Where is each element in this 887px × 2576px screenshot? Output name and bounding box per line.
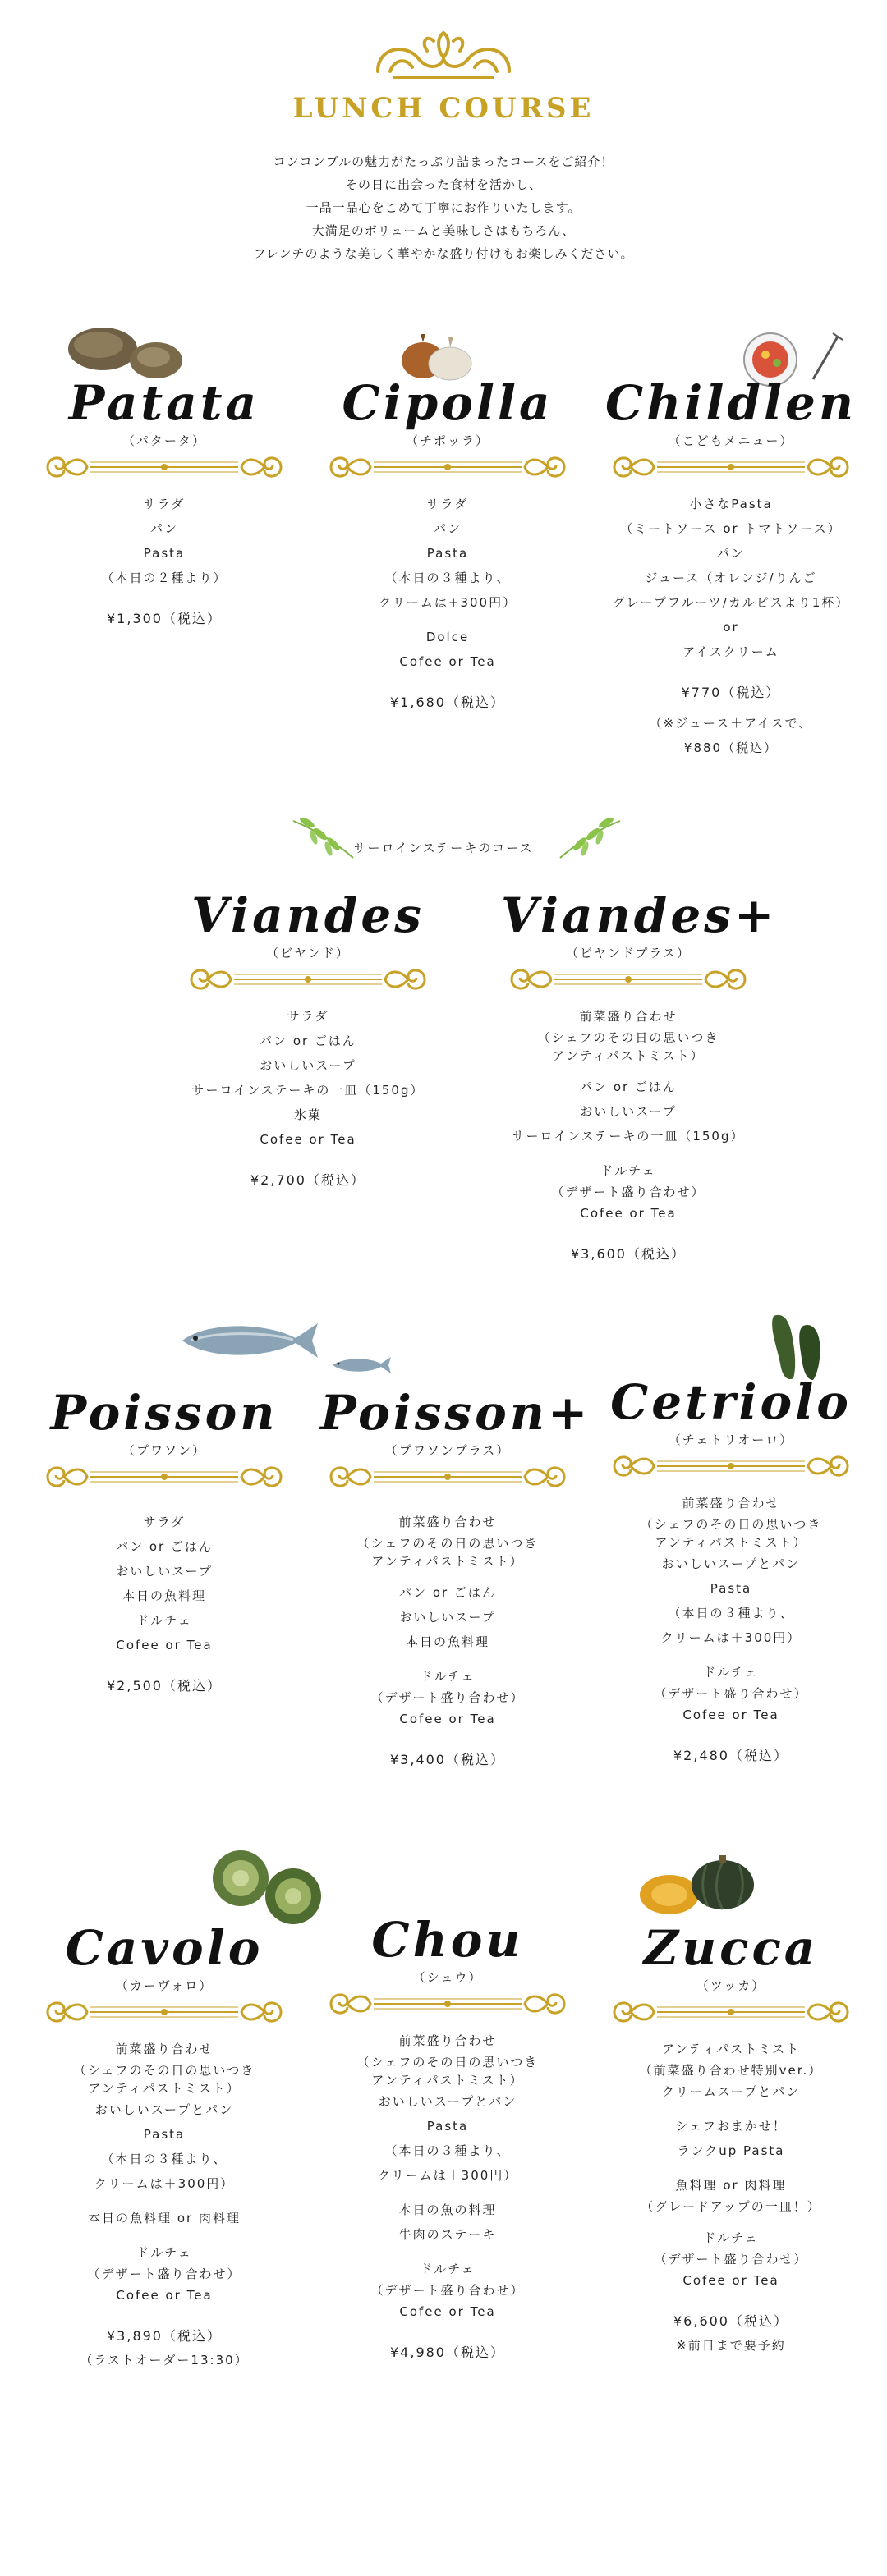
course-item: Cofee or Tea bbox=[682, 1707, 779, 1722]
course-item: おいしいスープとパン bbox=[661, 1556, 801, 1571]
course-name: Viandes bbox=[191, 887, 425, 943]
course-item: （本日の３種より、 bbox=[384, 2143, 511, 2158]
course-kana: （プワソンプラス） bbox=[384, 1443, 511, 1458]
course-items bbox=[604, 492, 858, 664]
course-item: Pasta bbox=[426, 546, 469, 561]
course-price: ¥3,400（税込） bbox=[390, 1752, 505, 1767]
course-name: Zucca bbox=[643, 1920, 819, 1976]
course-item: おいしいスープ bbox=[580, 1104, 677, 1119]
course-price: ¥770（税込） bbox=[681, 685, 781, 700]
course-zucca bbox=[604, 1921, 858, 2358]
gold-divider-icon bbox=[41, 1996, 287, 2028]
course-price: ¥4,980（税込） bbox=[390, 2345, 505, 2360]
cabbage-icon bbox=[201, 1845, 333, 1927]
course-item: アンティパストミスト） bbox=[552, 1048, 705, 1063]
course-items bbox=[501, 1004, 756, 1226]
course-price: ¥2,480（税込） bbox=[673, 1748, 788, 1763]
course-item: ドルチェ bbox=[420, 1669, 476, 1684]
course-name: Viandes+ bbox=[501, 887, 778, 943]
course-name: Chou bbox=[371, 1912, 524, 1968]
course-item: 前菜盛り合わせ bbox=[115, 2042, 214, 2056]
course-item: （デザート盛り合わせ） bbox=[370, 1690, 525, 1705]
course-item: アンティパストミスト） bbox=[371, 2073, 524, 2088]
course-item: クリームは+300円） bbox=[378, 595, 517, 610]
course-item: ドルチェ bbox=[420, 2262, 476, 2276]
course-items bbox=[320, 1510, 575, 1731]
course-price: ¥3,600（税込） bbox=[571, 1246, 686, 1262]
intro-line: 一品一品心をこめて丁寧にお作りいたします。 bbox=[306, 200, 581, 215]
course-note bbox=[604, 2333, 858, 2358]
gold-divider-icon bbox=[505, 963, 751, 996]
intro-text bbox=[156, 150, 731, 265]
course-item: Pasta bbox=[143, 2127, 186, 2142]
intro-line: コンコンブルの魅力がたっぷり詰まったコースをご紹介！ bbox=[273, 154, 614, 169]
course-item: ランクup Pasta bbox=[677, 2143, 785, 2158]
course-kana: （シュウ） bbox=[412, 1970, 483, 1985]
course-kana: （カーヴォロ） bbox=[115, 1978, 214, 1993]
course-item: Cofee or Tea bbox=[399, 1712, 496, 1726]
course-item: Cofee or Tea bbox=[260, 1132, 356, 1147]
potatoes-icon bbox=[62, 324, 193, 382]
course-item: 魚料理 or 肉料理 bbox=[675, 2178, 787, 2193]
course-item: Cofee or Tea bbox=[580, 1206, 677, 1221]
course-item: シェフおまかせ！ bbox=[675, 2119, 787, 2134]
course-name: Childlen bbox=[604, 375, 857, 431]
course-patata bbox=[37, 376, 292, 627]
course-item: ジュース（オレンジ/りんご bbox=[645, 571, 817, 585]
cucumber-icon bbox=[764, 1309, 830, 1383]
course-item: Cofee or Tea bbox=[682, 2273, 779, 2288]
course-item: ドルチェ bbox=[600, 1163, 656, 1178]
note-line: （※ジュース＋アイスで、 bbox=[649, 716, 813, 731]
course-items bbox=[37, 1510, 292, 1657]
course-cetriolo bbox=[604, 1375, 858, 1764]
course-name: Patata bbox=[68, 375, 260, 431]
course-viandes bbox=[181, 888, 435, 1189]
course-item: Pasta bbox=[143, 546, 186, 561]
course-item: （本日の３種より、 bbox=[668, 1606, 794, 1620]
course-item: パン or ごはん bbox=[260, 1034, 356, 1048]
note-line: （ラストオーダー13:30） bbox=[80, 2353, 249, 2367]
course-item: or bbox=[723, 620, 739, 635]
course-item: サラダ bbox=[143, 1515, 186, 1529]
course-item: グレープフルーツ/カルピスより1杯） bbox=[612, 595, 850, 610]
course-item: パン bbox=[433, 521, 462, 536]
course-items bbox=[181, 1004, 435, 1152]
course-name: Cetriolo bbox=[610, 1374, 852, 1430]
page-title: LUNCH COURSE bbox=[292, 92, 595, 125]
course-item: パン or ごはん bbox=[399, 1585, 496, 1600]
course-item: アンティパストミスト） bbox=[655, 1535, 807, 1550]
course-item: サラダ bbox=[143, 497, 186, 511]
intro-line: その日に出会った食材を活かし、 bbox=[344, 177, 542, 192]
course-items bbox=[320, 492, 575, 674]
course-item: 本日の魚料理 or 肉料理 bbox=[88, 2211, 241, 2225]
course-item: 本日の魚の料理 bbox=[398, 2202, 497, 2217]
course-price: ¥2,500（税込） bbox=[107, 1678, 222, 1694]
course-item: （本日の３種より、 bbox=[384, 571, 511, 585]
crown-ornament-icon bbox=[361, 26, 526, 84]
course-item: 前菜盛り合わせ bbox=[398, 1515, 497, 1529]
course-item: パン or ごはん bbox=[116, 1539, 213, 1554]
course-item: （デザート盛り合わせ） bbox=[654, 2252, 808, 2267]
course-kana: （パタータ） bbox=[122, 433, 206, 448]
course-price: ¥6,600（税込） bbox=[673, 2313, 788, 2329]
course-poisson-plus bbox=[320, 1385, 591, 1768]
gold-divider-icon bbox=[185, 963, 431, 996]
course-item: （ミートソース or トマトソース） bbox=[620, 521, 842, 536]
course-items bbox=[320, 2028, 575, 2324]
course-item: パン bbox=[149, 521, 178, 536]
gold-divider-icon bbox=[608, 451, 854, 484]
course-name: Poisson+ bbox=[320, 1385, 591, 1441]
gold-divider-icon bbox=[324, 1987, 571, 2020]
course-item: サーロインステーキの一皿（150g） bbox=[191, 1083, 425, 1098]
intro-line: 大満足のボリュームと美味しさはもちろん、 bbox=[311, 223, 576, 238]
course-item: サラダ bbox=[287, 1009, 329, 1024]
course-kana: （ビヤンド） bbox=[266, 946, 350, 960]
course-item: アンティパストミスト bbox=[661, 2042, 801, 2056]
course-item: パン or ごはん bbox=[580, 1079, 677, 1094]
course-item: （シェフのその日の思いつき bbox=[356, 2055, 539, 2070]
course-item: Pasta bbox=[426, 2119, 469, 2134]
gold-divider-icon bbox=[41, 1460, 287, 1493]
course-childlen bbox=[604, 376, 858, 760]
gold-divider-icon bbox=[324, 451, 571, 484]
course-name: Poisson bbox=[50, 1385, 278, 1441]
course-price: ¥1,300（税込） bbox=[107, 611, 222, 626]
course-name: Cipolla bbox=[342, 375, 554, 431]
course-items bbox=[37, 492, 292, 590]
course-viandes-plus bbox=[501, 887, 778, 1263]
course-kana: （チポッラ） bbox=[405, 433, 489, 448]
pumpkin-icon bbox=[632, 1854, 764, 1919]
course-kana: （ビヤンドプラス） bbox=[566, 946, 691, 960]
course-item: 本日の魚料理 bbox=[122, 1588, 206, 1603]
course-item: 牛肉のステーキ bbox=[398, 2227, 497, 2242]
course-item: 本日の魚料理 bbox=[405, 1634, 489, 1649]
course-items bbox=[37, 2037, 292, 2308]
fish-icon bbox=[329, 1353, 394, 1377]
course-cavolo bbox=[37, 1921, 292, 2372]
course-item: ドルチェ bbox=[703, 2230, 759, 2245]
course-items bbox=[604, 1491, 858, 1727]
course-item: （前菜盛り合わせ特別ver.） bbox=[639, 2063, 823, 2078]
gold-divider-icon bbox=[41, 451, 287, 484]
course-item: 小さなPasta bbox=[689, 497, 773, 511]
course-price: ¥1,680（税込） bbox=[390, 694, 505, 710]
course-item: 前菜盛り合わせ bbox=[682, 1496, 780, 1510]
course-item: クリームは＋300円） bbox=[660, 1630, 802, 1645]
course-note bbox=[37, 2348, 292, 2372]
course-item: アンティパストミスト） bbox=[88, 2081, 241, 2096]
gold-divider-icon bbox=[324, 1460, 571, 1493]
course-item: アイスクリーム bbox=[682, 644, 779, 659]
course-poisson bbox=[37, 1386, 292, 1694]
intro-line: フレンチのような美しく華やかな盛り付けもお楽しみください。 bbox=[253, 246, 634, 261]
leaf-sprig-icon bbox=[558, 813, 624, 862]
course-item: アンティパストミスト） bbox=[371, 1554, 524, 1569]
course-item: Cofee or Tea bbox=[399, 654, 496, 669]
course-item: （デザート盛り合わせ） bbox=[370, 2283, 525, 2298]
course-name: Cavolo bbox=[65, 1920, 264, 1976]
course-kana: （プワソン） bbox=[122, 1443, 206, 1458]
course-item: ドルチェ bbox=[703, 1665, 759, 1680]
course-item: Cofee or Tea bbox=[116, 2288, 213, 2303]
course-item: （デザート盛り合わせ） bbox=[551, 1185, 705, 1199]
course-chou bbox=[320, 1913, 575, 2361]
course-item: サラダ bbox=[426, 497, 469, 511]
course-item: （デザート盛り合わせ） bbox=[87, 2267, 241, 2281]
note-line: ¥880（税込） bbox=[683, 740, 779, 755]
course-kana: （ツッカ） bbox=[696, 1978, 766, 1993]
course-item: パン bbox=[716, 546, 745, 561]
course-item: （デザート盛り合わせ） bbox=[654, 1686, 808, 1701]
course-item: ドルチェ bbox=[136, 1613, 192, 1628]
course-item: 氷菓 bbox=[293, 1107, 322, 1122]
course-item: （グレードアップの一皿！） bbox=[641, 2199, 821, 2214]
course-item: （シェフのその日の思いつき bbox=[356, 1536, 539, 1551]
course-cipolla bbox=[320, 376, 575, 711]
course-note bbox=[604, 711, 858, 760]
course-item: おいしいスープとパン bbox=[378, 2094, 517, 2109]
course-item: Pasta bbox=[710, 1581, 752, 1596]
course-item: 前菜盛り合わせ bbox=[579, 1009, 678, 1024]
course-item: Cofee or Tea bbox=[116, 1638, 213, 1652]
onions-icon bbox=[394, 332, 476, 382]
course-item: Dolce bbox=[425, 630, 470, 644]
course-kana: （チェトリオーロ） bbox=[668, 1432, 794, 1447]
course-item: おいしいスープ bbox=[260, 1058, 356, 1073]
course-item: （本日の２種より） bbox=[101, 571, 227, 585]
course-item: クリームは＋300円） bbox=[94, 2176, 235, 2191]
note-line: ※前日まで要予約 bbox=[676, 2338, 786, 2353]
course-item: 前菜盛り合わせ bbox=[398, 2033, 497, 2048]
section-heading: サーロインステーキのコース bbox=[353, 841, 534, 855]
course-item: サーロインステーキの一皿（150g） bbox=[512, 1129, 745, 1144]
gold-divider-icon bbox=[608, 1450, 854, 1483]
gold-divider-icon bbox=[608, 1996, 854, 2028]
course-item: （シェフのその日の思いつき bbox=[537, 1030, 719, 1045]
course-items bbox=[604, 2037, 858, 2293]
course-item: クリームスープとパン bbox=[661, 2084, 801, 2099]
course-item: （シェフのその日の思いつき bbox=[640, 1517, 822, 1532]
fish-icon bbox=[174, 1312, 322, 1369]
course-item: おいしいスープ bbox=[399, 1610, 496, 1625]
course-price: ¥2,700（税込） bbox=[250, 1172, 365, 1188]
course-price: ¥3,890（税込） bbox=[107, 2328, 222, 2344]
course-kana: （こどもメニュー） bbox=[668, 433, 794, 448]
course-item: （シェフのその日の思いつき bbox=[73, 2063, 255, 2078]
course-item: おいしいスープ bbox=[116, 1564, 213, 1579]
course-item: （本日の３種より、 bbox=[101, 2152, 227, 2166]
course-item: おいしいスープとパン bbox=[94, 2102, 234, 2117]
course-item: ドルチェ bbox=[136, 2245, 192, 2260]
course-item: Cofee or Tea bbox=[399, 2304, 496, 2319]
course-item: クリームは＋300円） bbox=[377, 2168, 518, 2183]
